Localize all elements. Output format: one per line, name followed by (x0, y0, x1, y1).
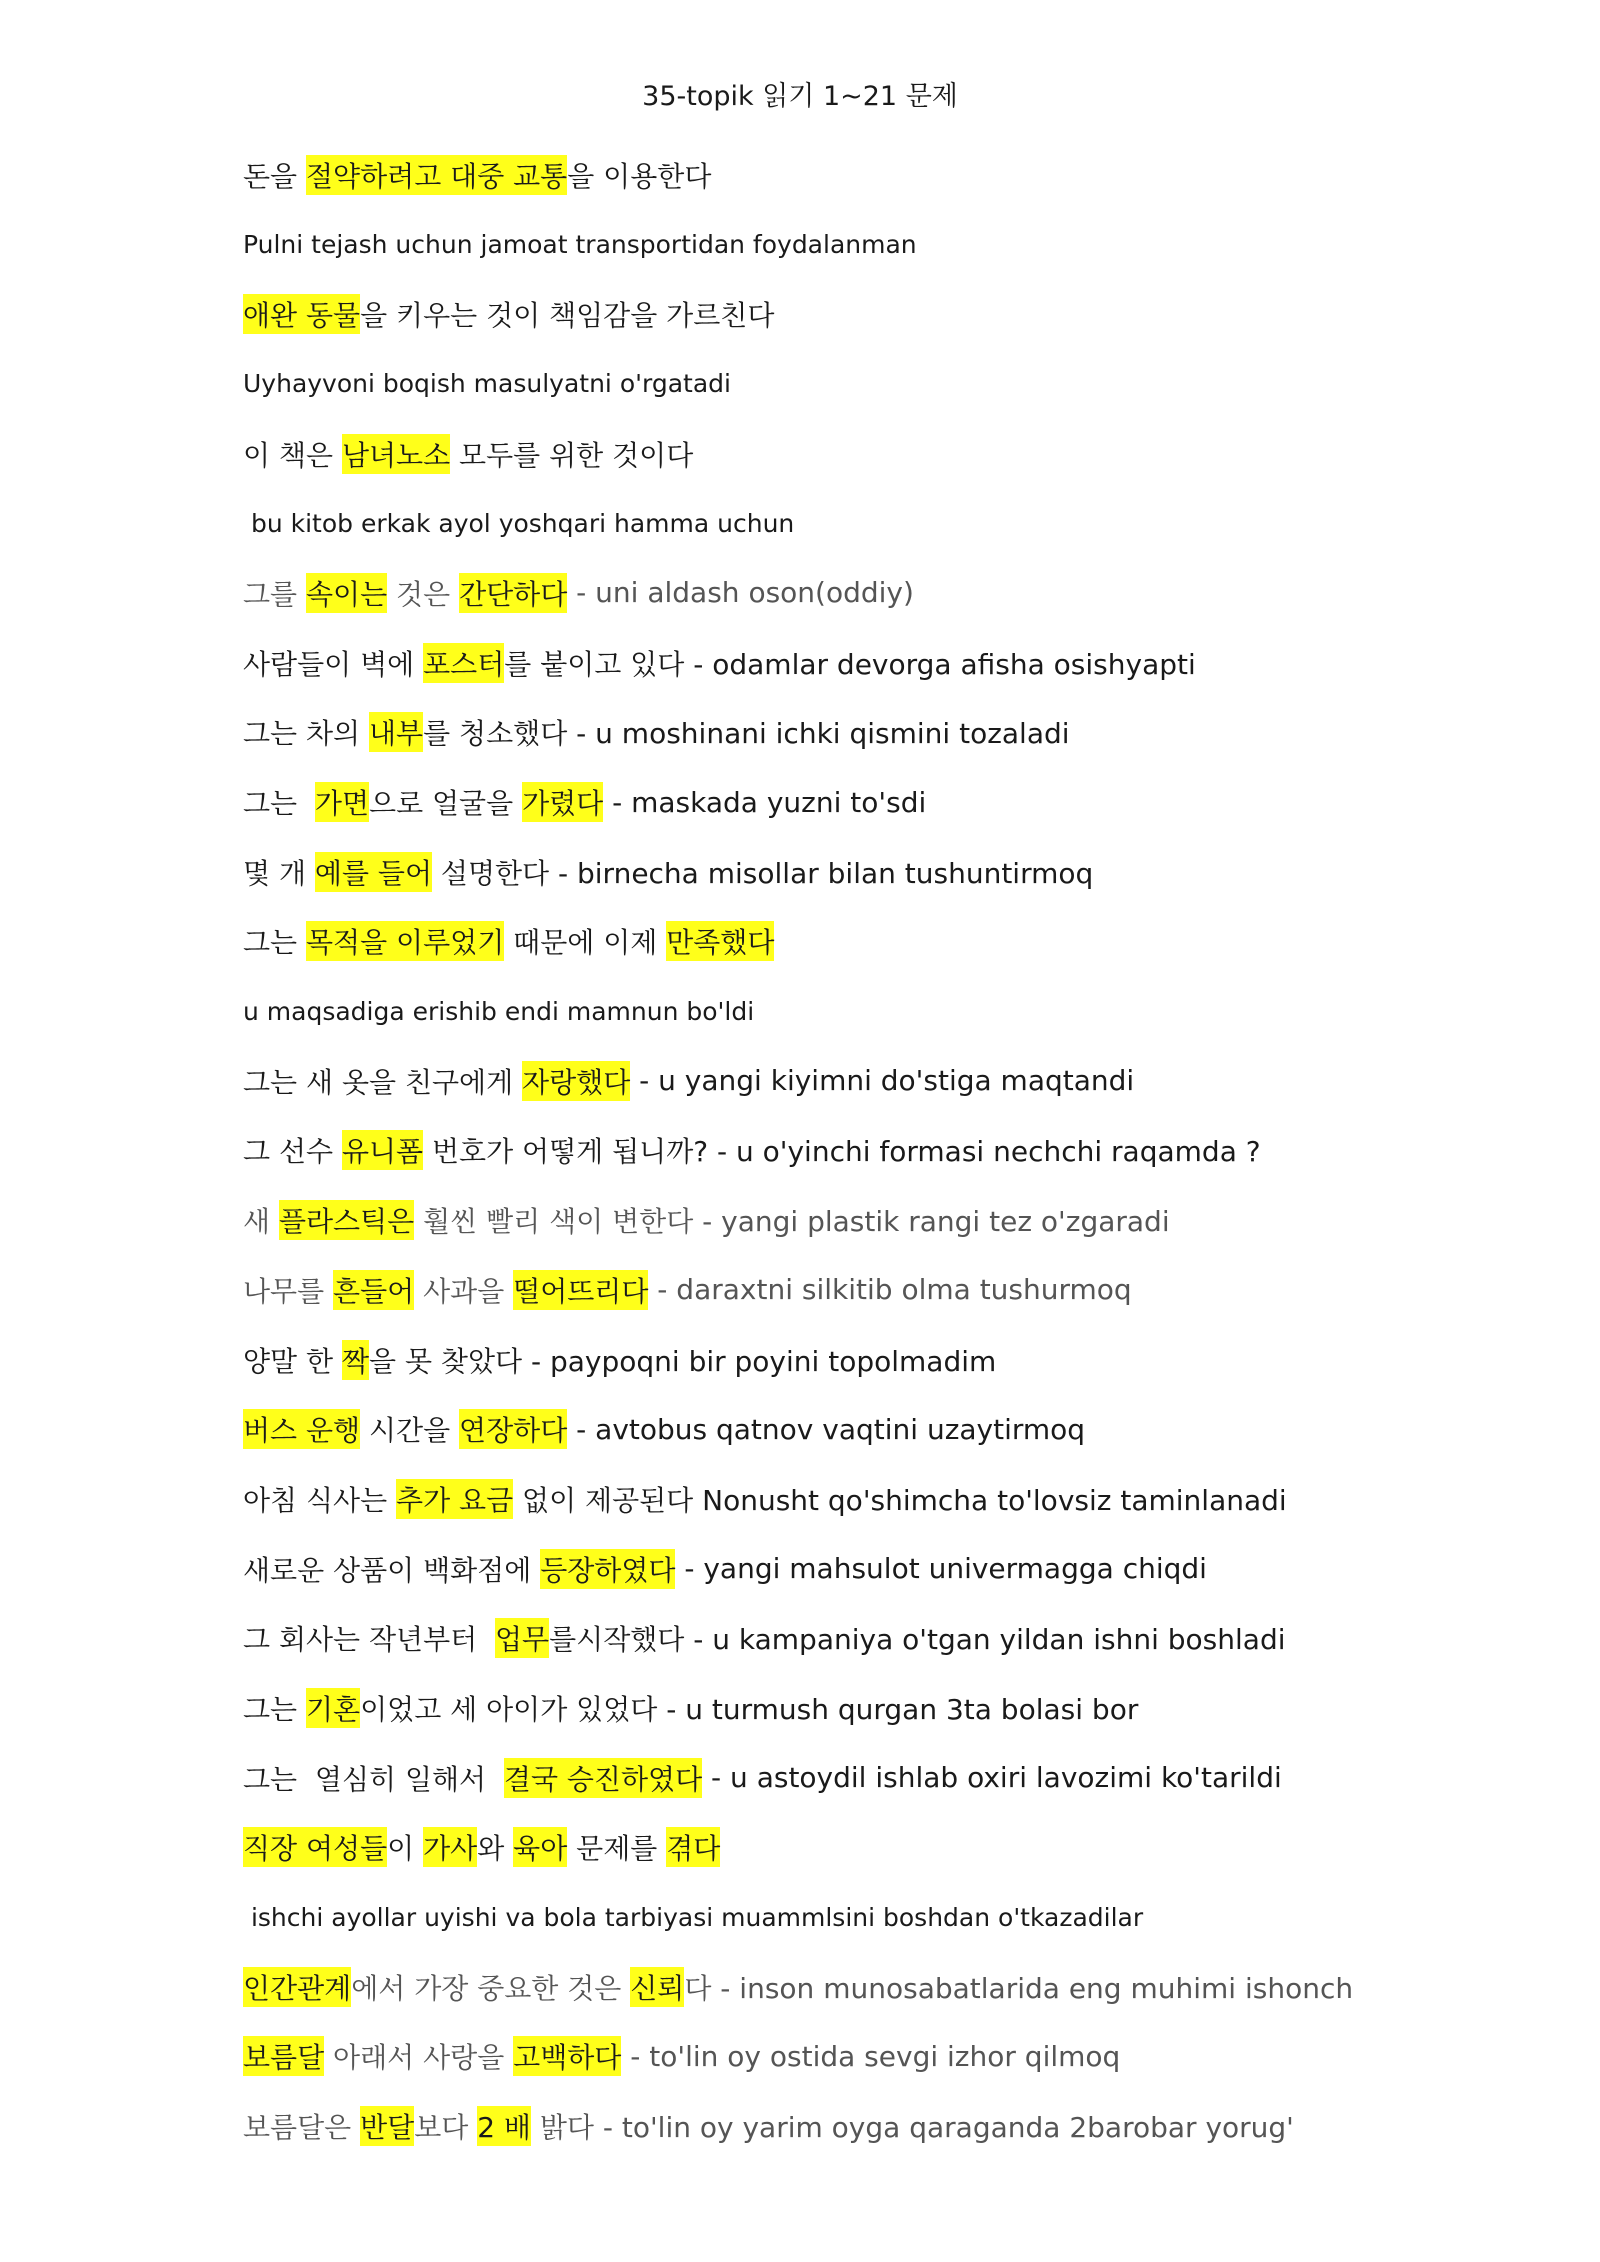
highlighted-phrase: 보름달 (243, 2036, 324, 2076)
highlighted-phrase: 플라스틱은 (279, 1200, 414, 1240)
text-segment: 을 못 찾았다 - paypoqni bir poyini topolmadim (369, 1344, 997, 1378)
highlighted-phrase: 반달 (360, 2106, 414, 2146)
sentence-line (243, 698, 1543, 768)
text-segment: - u astoydil ishlab oxiri lavozimi ko'tarildi (702, 1761, 1282, 1795)
text-segment: - yangi mahsulot univermagga chiqdi (675, 1552, 1207, 1586)
highlighted-phrase: 업무 (495, 1618, 549, 1658)
sentence-line (243, 1185, 1543, 1255)
translation-line (243, 976, 1543, 1046)
text-segment: 아래서 사랑을 (324, 2041, 514, 2075)
text-segment: - daraxtni silkitib olma tushurmoq (648, 1273, 1132, 1307)
text-segment: 으로 얼굴을 (369, 787, 523, 821)
text-segment: 돈을 (243, 159, 306, 193)
text-segment: 를시작했다 - u kampaniya o'tgan yildan ishni boshladi (549, 1623, 1286, 1657)
text-segment: 그는 차의 (243, 717, 369, 751)
text-segment: 훨씬 빨리 색이 변한다 - yangi plastik rangi tez o'zgaradi (414, 1205, 1170, 1239)
sentence-line (243, 767, 1543, 837)
translation-line (243, 488, 1543, 558)
sentence-line (243, 1394, 1543, 1464)
highlighted-phrase: 만족했다 (666, 921, 774, 961)
text-segment: 때문에 이제 (504, 926, 667, 960)
highlighted-phrase: 애완 동물 (243, 294, 360, 334)
sentence-line (243, 1464, 1543, 1534)
text-segment: 이 (387, 1832, 424, 1866)
text-segment: 이 책은 (243, 438, 342, 472)
highlighted-phrase: 포스터 (423, 643, 504, 683)
text-segment: ishchi ayollar uyishi va bola tarbiyasi muammlsini boshdan o'tkazadilar (243, 1902, 1144, 1932)
sentence-line (243, 628, 1543, 698)
text-segment: 그는 새 옷을 친구에게 (243, 1065, 523, 1099)
highlighted-phrase: 기혼 (306, 1688, 360, 1728)
translation-line (243, 349, 1543, 419)
sentence-line (243, 907, 1543, 977)
highlighted-phrase: 유니폼 (342, 1130, 423, 1170)
text-segment: 을 키우는 것이 책임감을 가르친다 (360, 299, 775, 333)
text-segment: 번호가 어떻게 됩니까? - u o'yinchi formasi nechchi raqamda ? (423, 1135, 1261, 1169)
text-segment: - maskada yuzni to'sdi (603, 785, 927, 819)
text-segment: 아침 식사는 (243, 1483, 397, 1517)
translation-line (243, 210, 1543, 280)
sentence-line (243, 1325, 1543, 1395)
highlighted-phrase: 목적을 이루었기 (306, 921, 504, 961)
sentence-line (243, 1603, 1543, 1673)
sentence-line (243, 140, 1543, 210)
text-segment: 보다 (414, 2111, 478, 2145)
highlighted-phrase: 가면 (315, 782, 369, 822)
translation-line (243, 1882, 1543, 1952)
text-segment: - uni aldash oson(oddiy) (567, 576, 914, 610)
highlighted-phrase: 짝 (342, 1340, 369, 1380)
highlighted-phrase: 연장하다 (459, 1409, 567, 1449)
sentence-line (243, 1743, 1543, 1813)
sentence-line (243, 837, 1543, 907)
text-segment: Uyhayvoni boqish masulyatni o'rgatadi (243, 369, 731, 399)
vocabulary-list (243, 140, 1543, 2161)
text-segment: bu kitob erkak ayol yoshqari hamma uchun (243, 508, 795, 538)
text-segment: 설명한다 - birnecha misollar bilan tushuntirmoq (432, 856, 1094, 890)
sentence-line (243, 558, 1543, 628)
text-segment: 에서 가장 중요한 것은 (351, 1971, 631, 2005)
sentence-line (243, 279, 1543, 349)
sentence-line (243, 1673, 1543, 1743)
sentence-line (243, 2091, 1543, 2161)
highlighted-phrase: 겪다 (666, 1827, 720, 1867)
text-segment: 새로운 상품이 백화점에 (243, 1553, 541, 1587)
text-segment: 그 회사는 작년부터 (243, 1623, 495, 1657)
highlighted-phrase: 내부 (369, 712, 423, 752)
page-title: 35-topik 읽기 1~21 문제 (642, 81, 958, 112)
sentence-line (243, 419, 1543, 489)
highlighted-phrase: 추가 요금 (396, 1479, 513, 1519)
text-segment: 다 - inson munosabatlarida eng muhimi ishonch (684, 1971, 1354, 2005)
text-segment: 없이 제공된다 Nonusht qo'shimcha to'lovsiz taminlanadi (513, 1483, 1287, 1517)
text-segment: 보름달은 (243, 2111, 361, 2145)
highlighted-phrase: 직장 여성들 (243, 1827, 387, 1867)
text-segment: u maqsadiga erishib endi mamnun bo'ldi (243, 996, 755, 1026)
text-segment: 사람들이 벽에 (243, 647, 424, 681)
sentence-line (243, 1952, 1543, 2022)
sentence-line (243, 1255, 1543, 1325)
text-segment: 것은 (387, 577, 460, 611)
highlighted-phrase: 가렸다 (522, 782, 603, 822)
text-segment: 그는 (243, 926, 306, 960)
text-segment: 몇 개 (243, 856, 315, 890)
sentence-line (243, 1046, 1543, 1116)
text-segment: 문제를 (567, 1832, 667, 1866)
text-segment: 를 붙이고 있다 - odamlar devorga afisha osishyapti (504, 647, 1196, 681)
text-segment: 그를 (243, 577, 306, 611)
highlighted-phrase: 절약하려고 대중 교통 (306, 155, 567, 195)
highlighted-phrase: 결국 승진하였다 (504, 1758, 702, 1798)
sentence-line (243, 1813, 1543, 1883)
highlighted-phrase: 버스 운행 (243, 1409, 360, 1449)
highlighted-phrase: 떨어뜨리다 (513, 1270, 648, 1310)
text-segment: 모두를 위한 것이다 (450, 438, 694, 472)
text-segment: Pulni tejash uchun jamoat transportidan foydalanman (243, 230, 917, 260)
highlighted-phrase: 간단하다 (459, 573, 567, 613)
highlighted-phrase: 속이는 (306, 573, 387, 613)
highlighted-phrase: 자랑했다 (522, 1061, 630, 1101)
text-segment: 그는 (243, 787, 315, 821)
text-segment: 새 (243, 1205, 279, 1239)
text-segment: - to'lin oy ostida sevgi izhor qilmoq (621, 2039, 1121, 2073)
text-segment: 시간을 (360, 1414, 460, 1448)
text-segment: - u yangi kiyimni do'stiga maqtandi (630, 1064, 1135, 1098)
text-segment: - avtobus qatnov vaqtini uzaytirmoq (567, 1412, 1086, 1446)
sentence-line (243, 1534, 1543, 1604)
text-segment: 와 (477, 1832, 514, 1866)
highlighted-phrase: 인간관계 (243, 1967, 351, 2007)
highlighted-phrase: 예를 들어 (315, 852, 432, 892)
text-segment: 이었고 세 아이가 있었다 - u turmush qurgan 3ta bolasi bor (360, 1692, 1139, 1726)
text-segment: 양말 한 (243, 1344, 342, 1378)
text-segment: 을 이용한다 (567, 159, 712, 193)
text-segment: 를 청소했다 - u moshinani ichki qismini tozaladi (423, 717, 1070, 751)
highlighted-phrase: 2 배 (477, 2106, 531, 2146)
highlighted-phrase: 남녀노소 (342, 434, 450, 474)
highlighted-phrase: 육아 (513, 1827, 567, 1867)
text-segment: 그는 열심히 일해서 (243, 1762, 504, 1796)
highlighted-phrase: 가사 (423, 1827, 477, 1867)
text-segment: 나무를 (243, 1274, 334, 1308)
text-segment: 그 선수 (243, 1135, 342, 1169)
highlighted-phrase: 신뢰 (630, 1967, 684, 2007)
sentence-line (243, 2022, 1543, 2092)
text-segment: 그는 (243, 1692, 306, 1726)
highlighted-phrase: 고백하다 (513, 2036, 621, 2076)
highlighted-phrase: 등장하였다 (540, 1549, 675, 1589)
text-segment: 사과을 (414, 1274, 514, 1308)
sentence-line (243, 1116, 1543, 1186)
highlighted-phrase: 흔들어 (333, 1270, 414, 1310)
text-segment: 밝다 - to'lin oy yarim oyga qaraganda 2barobar yorug' (530, 2111, 1294, 2145)
